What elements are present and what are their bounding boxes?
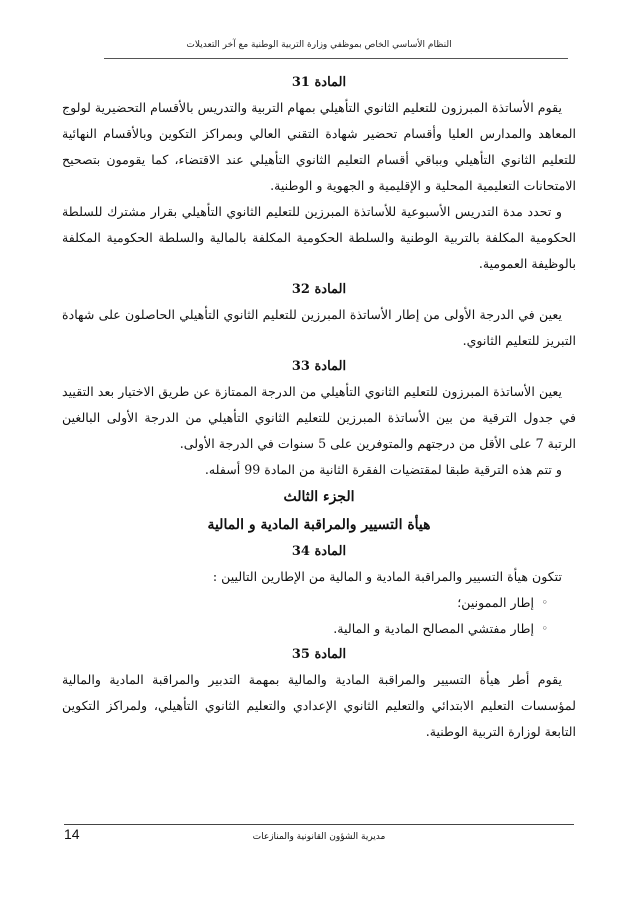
article-34-list — [62, 590, 576, 642]
running-header: النظام الأساسي الخاص بموظفي وزارة التربية الوطنية مع آخر التعديلات — [186, 40, 452, 50]
article-33-paragraph-1: يعين الأساتذة المبرزون للتعليم الثانوي التأهيلي من الدرجة الممتازة عن طريق الاختيار بعد التقييد في جدول الترقية من بين الأساتذة المبرزين للتعليم الثانوي التأهيلي من الدرجة الأولى البالغين الرتبة 7 على الأقل من درجتهم والمتوفرين على 5 سنوات في الدرجة الأولى. — [62, 384, 576, 451]
article-31-paragraph-2: و تحدد مدة التدريس الأسبوعية للأساتذة المبرزين للتعليم الثانوي التأهيلي بقرار مشترك للسلطة الحكومية المكلفة بالتربية الوطنية والسلطة الحكومية المكلفة بالمالية والسلطة الحكومية المكلفة بالوظيفة العمومية. — [62, 204, 576, 271]
article-34-title: المادة 34 — [291, 544, 347, 559]
article-35-title: المادة 35 — [291, 647, 347, 662]
footer-department: مديرية الشؤون القانونية والمنازعات — [252, 832, 386, 842]
article-35-paragraph: يقوم أطر هيأة التسيير والمراقبة المادية والمالية بمهمة التدبير والمراقبة المادية والمالية لمؤسسات التعليم الابتدائي والتعليم الثانوي الإعدادي والتعليم الثانوي التأهيلي، ولمراكز التكوين التابعة لوزارة التربية الوطنية. — [62, 672, 576, 739]
list-item: ◦ إطار الممونين؛ — [62, 590, 548, 616]
footer-divider — [64, 824, 574, 825]
article-33-title: المادة 33 — [291, 359, 347, 374]
article-31-paragraph-1: يقوم الأساتذة المبرزون للتعليم الثانوي التأهيلي بمهام التربية والتدريس بالأقسام التحضيرية لولوج المعاهد والمدارس العليا وأقسام تحضير شهادة التقني العالي وبمراكز التكوين وبالأقسام النهائية للتعليم الثانوي التأهيلي وبباقي أقسام التعليم الثانوي التأهيلي عند الاقتضاء، كما يقومون بتصحيح الامتحانات التعليمية المحلية و الإقليمية و الجهوية و الوطنية. — [62, 100, 576, 193]
page-number: 14 — [64, 826, 80, 842]
header-divider — [104, 58, 568, 59]
part-title: الجزء الثالث — [283, 489, 355, 505]
list-item: ◦ إطار مفتشي المصالح المادية و المالية. — [62, 616, 548, 642]
article-31-title: المادة 31 — [291, 75, 347, 90]
article-32-paragraph-1: يعين في الدرجة الأولى من إطار الأساتذة المبرزين للتعليم الثانوي التأهيلي الحاصلون على شهادة التبريز للتعليم الثانوي. — [62, 307, 576, 348]
article-34-intro: تتكون هيأة التسيير والمراقبة المادية و المالية من الإطارين التاليين : — [212, 569, 562, 584]
page-content — [62, 70, 576, 745]
article-33-paragraph-2: و تتم هذه الترقية طبقا لمقتضيات الفقرة الثانية من المادة 99 أسفله. — [204, 462, 562, 477]
part-subtitle: هيأة التسيير والمراقبة المادية و المالية — [207, 517, 431, 533]
article-32-title: المادة 32 — [291, 282, 347, 297]
